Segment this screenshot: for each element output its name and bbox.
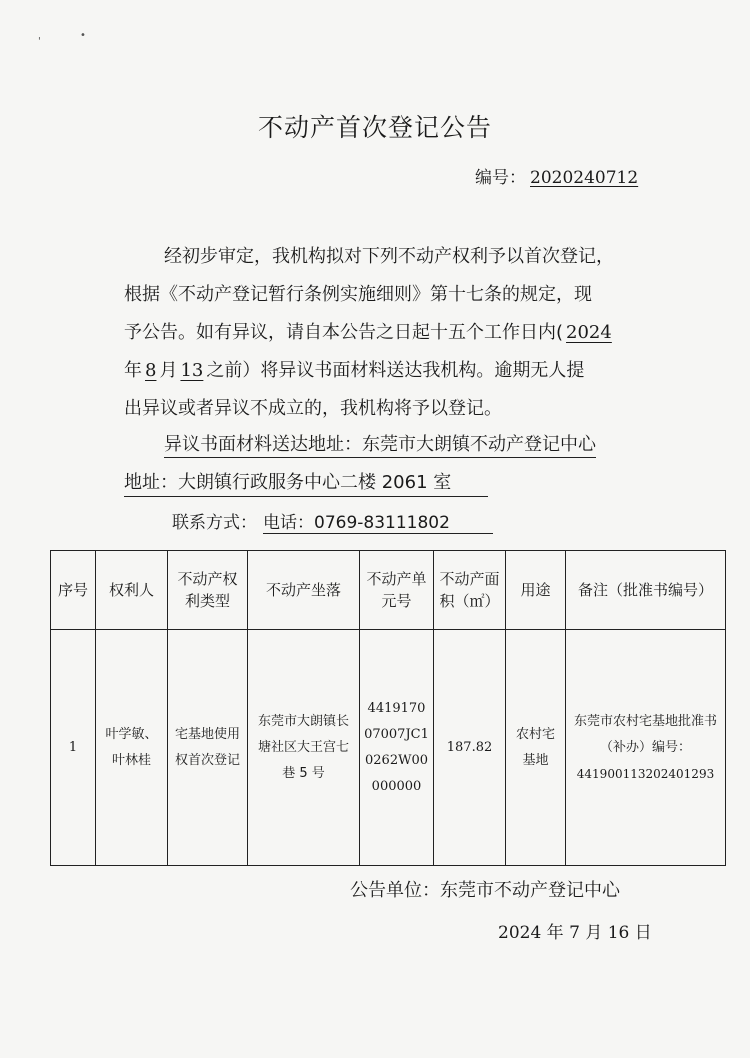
paragraph-line (124, 352, 664, 390)
address-detail: 地址：大朗镇行政服务中心二楼 2061 室 (124, 468, 488, 497)
year-char: 年 (546, 923, 564, 943)
issue-date (498, 918, 652, 943)
header-location: 不动产坐落 (248, 551, 360, 630)
date-month: 7 (569, 923, 580, 943)
date-year: 2024 (498, 923, 542, 943)
paragraph-line (124, 314, 664, 352)
header-usage: 用途 (506, 551, 566, 630)
deadline-year: 2024 (566, 322, 612, 343)
scan-speck: • (80, 30, 86, 41)
registration-table (50, 550, 726, 866)
header-seq: 序号 (51, 551, 96, 630)
table-header-row (51, 551, 726, 630)
paragraph-text: 予公告。如有异议，请自本公告之日起十五个工作日内( (124, 322, 564, 343)
objection-address (164, 430, 596, 456)
day-char: 日 (634, 923, 652, 943)
cell-holder: 叶学敏、叶林桂 (96, 630, 168, 866)
contact-label: 联系方式： (172, 513, 257, 533)
address-label: 异议书面材料送达地址： (164, 434, 362, 455)
month-char: 月 (585, 923, 603, 943)
remark-approval-no: 441900113202401293 (576, 766, 715, 781)
cell-seq: 1 (51, 630, 96, 866)
remark-text: 东莞市农村宅基地批准书（补办）编号： (573, 713, 717, 755)
date-day: 16 (607, 923, 630, 943)
deadline-day: 13 (180, 360, 204, 381)
issuing-unit: 公告单位：东莞市不动产登记中心 (350, 880, 620, 901)
paragraph-line: 经初步审定，我机构拟对下列不动产权利予以首次登记， (164, 246, 614, 267)
cell-usage: 农村宅基地 (506, 630, 566, 866)
document-number-value: 2020240712 (530, 168, 639, 188)
document-number (475, 163, 638, 188)
address-org: 东莞市大朗镇不动产登记中心 (362, 434, 596, 455)
header-holder: 权利人 (96, 551, 168, 630)
document-number-label: 编号： (475, 168, 526, 188)
cell-location: 东莞市大朗镇长塘社区大王宫七巷 5 号 (248, 630, 360, 866)
paragraph-line: 根据《不动产登记暂行条例实施细则》第十七条的规定，现 (124, 284, 592, 305)
notice-paragraph (124, 238, 664, 428)
header-right-type: 不动产权利类型 (168, 551, 248, 630)
scan-speck: ' (38, 36, 41, 47)
paragraph-text: 之前）将异议书面材料送达我机构。逾期无人提 (206, 360, 585, 381)
paragraph-line: 出异议或者异议不成立的，我机构将予以登记。 (124, 398, 502, 419)
header-unit-no: 不动产单元号 (360, 551, 434, 630)
contact-info (172, 508, 493, 534)
table-row (51, 630, 726, 866)
month-char: 月 (159, 360, 178, 381)
deadline-month: 8 (145, 360, 157, 381)
year-char: 年 (124, 360, 142, 381)
cell-area: 187.82 (434, 630, 506, 866)
page-title: 不动产首次登记公告 (257, 113, 492, 142)
header-remark: 备注（批准书编号） (566, 551, 726, 630)
cell-remark (566, 630, 726, 866)
contact-phone: 电话：0769-83111802 (263, 508, 493, 534)
header-area: 不动产面积（㎡） (434, 551, 506, 630)
cell-right-type: 宅基地使用权首次登记 (168, 630, 248, 866)
cell-unit-no: 441917007007JC10262W00000000 (360, 630, 434, 866)
